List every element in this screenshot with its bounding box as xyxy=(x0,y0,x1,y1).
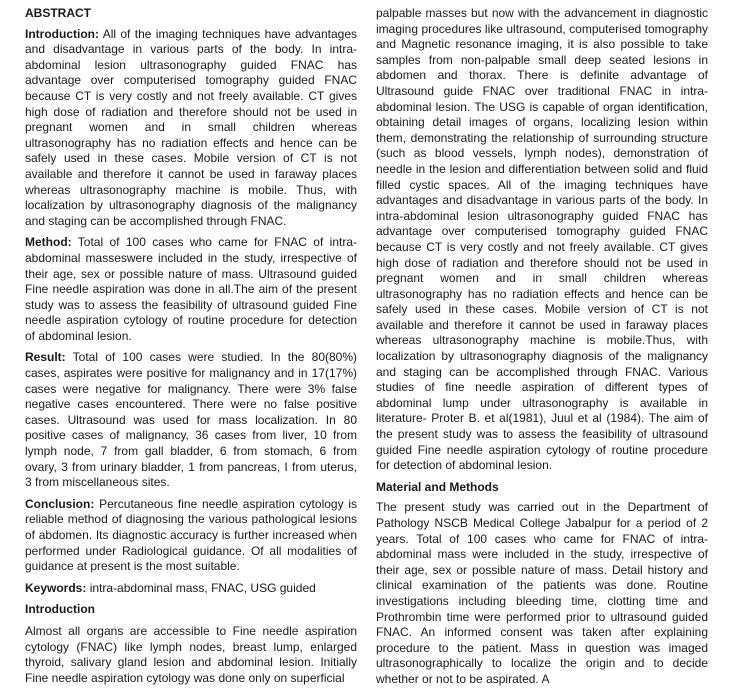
abstract-conclusion xyxy=(25,497,357,575)
keywords-label: Keywords: xyxy=(25,580,87,595)
result-label: Result: xyxy=(25,350,66,365)
abstract-keywords xyxy=(25,581,357,597)
introduction-label: Introduction: xyxy=(25,26,99,41)
left-column xyxy=(25,6,357,692)
introduction-continued: palpable masses but now with the advancement in diagnostic imaging procedures like ultrasound, computerised tomography and Magnetic resonance imaging, it is also possible to take samples from non-palpable small deep seated lesions in abdomen and thorax. There is definite advantage of Ultrasound guide FNAC over traditional FNAC in intra-abdominal lesion. The USG is capable of organ identification, obtaining detail images of organs, localizing lesion within them, demonstrating the relationship of surrounding structure (such as blood vessels, lymph nodes), demonstration of needle in the lesion and differentiation between solid and fluid filled cystic spaces. All of the imaging techniques have advantages and disadvantage in various parts of the body. In intra-abdominal lesion ultrasonography guided FNAC has advantage over computerised tomography guided FNAC because CT is very costly and not freely available. CT gives high dose of radiation and therefore should not be used in pregnant women and in small children whereas ultrasonography has no radiation effects and hence can be safely used in these cases. Mobile version of CT is not available and therefore it cannot be used in faraway places whereas ultrasonography machine is mobile.Thus, with localization by ultrasonography diagnosis of the malignancy and staging can be accomplished through FNAC. Various studies of fine needle aspiration of different types of abdominal lump under ultrasonography is available in literature- Proter B. et al(1981), Juul et al (1984). The aim of the present study was to assess the feasibility of ultrasound guided Fine needle aspiration cytology of routine procedure for detection of abdominal lesion. xyxy=(376,6,708,473)
right-column xyxy=(376,6,708,694)
abstract-method xyxy=(25,235,357,344)
conclusion-text: Percutaneous fine needle aspiration cytology is reliable method of diagnosing the various pathological lesions of abdomen. Its diagnostic accuracy is further increased when performed under Radiological guidance. Of all modalities of guidance at present is the most suitable. xyxy=(25,496,357,574)
introduction-body: Almost all organs are accessible to Fine needle aspiration cytology (FNAC) like lymph nodes, breast lump, enlarged thyroid, salivary gland lesion and abdominal lesion. Initially Fine needle aspiration cytology was done only on superficial xyxy=(25,623,357,685)
result-text: Total of 100 cases were studied. In the 80(80%) cases, aspirates were positive for malignancy and in 17(17%) cases were negative for malignancy. There were 3% false negative cases encountered. There were no false positive cases. Ultrasound was used for mass localization. In 80 positive cases of malignancy, 36 cases from liver, 10 from lymph node, 7 from gall bladder, 6 from stomach, 6 from ovary, 3 from urinary bladder, 1 from pancreas, I from uterus, 3 from miscellaneous sites. xyxy=(25,350,357,490)
conclusion-label: Conclusion: xyxy=(25,496,95,511)
method-label: Method: xyxy=(25,235,72,250)
material-methods-heading: Material and Methods xyxy=(376,479,499,494)
introduction-heading: Introduction xyxy=(25,602,95,617)
abstract-result xyxy=(25,350,357,490)
method-text: Total of 100 cases who came for FNAC of intra-abdominal masseswere included in the study, irrespective of their age, sex or possible nature of mass. Ultrasound guided Fine needle aspiration was done in all.The aim of the present study was to assess the feasibility of ultrasound guided Fine needle aspiration cytology of routine procedure for detection of abdominal lesion. xyxy=(25,235,358,343)
abstract-heading: ABSTRACT xyxy=(25,6,91,20)
abstract-introduction xyxy=(25,27,357,230)
introduction-text: All of the imaging techniques have advantages and disadvantage in various parts of the body. In intra-abdominal lesion ultrasonography guided FNAC has advantage over computerised tomography guided FNAC because CT is very costly and not freely available. CT gives high dose of radiation and therefore should not be used in pregnant women and in small children whereas ultrasonography has no radiation effects and hence can be safely used in these cases. Mobile version of CT is not available and therefore it cannot be used in faraway places whereas ultrasonography machine is mobile. Thus, with localization by ultrasonography diagnosis of the malignancy and staging can be accomplished through FNAC. xyxy=(25,26,358,228)
material-methods-body: The present study was carried out in the Department of Pathology NSCB Medical College Jabalpur for a period of 2 years. Total of 100 cases who came for FNAC of intra-abdominal mass were included in the study, irrespective of their age, sex or possible nature of mass. Detail history and clinical examination of the patients was done. Routine investigations including bleeding time, clotting time and Prothrombin time were performed prior to ultrasound guided FNAC. An informed consent was taken after explaining procedure to the patient. Mass in question was imaged ultrasonographically to localize the origin and to decide whether or not to be aspirated. A xyxy=(376,500,708,686)
keywords-text: intra-abdominal mass, FNAC, USG guided xyxy=(89,580,316,595)
